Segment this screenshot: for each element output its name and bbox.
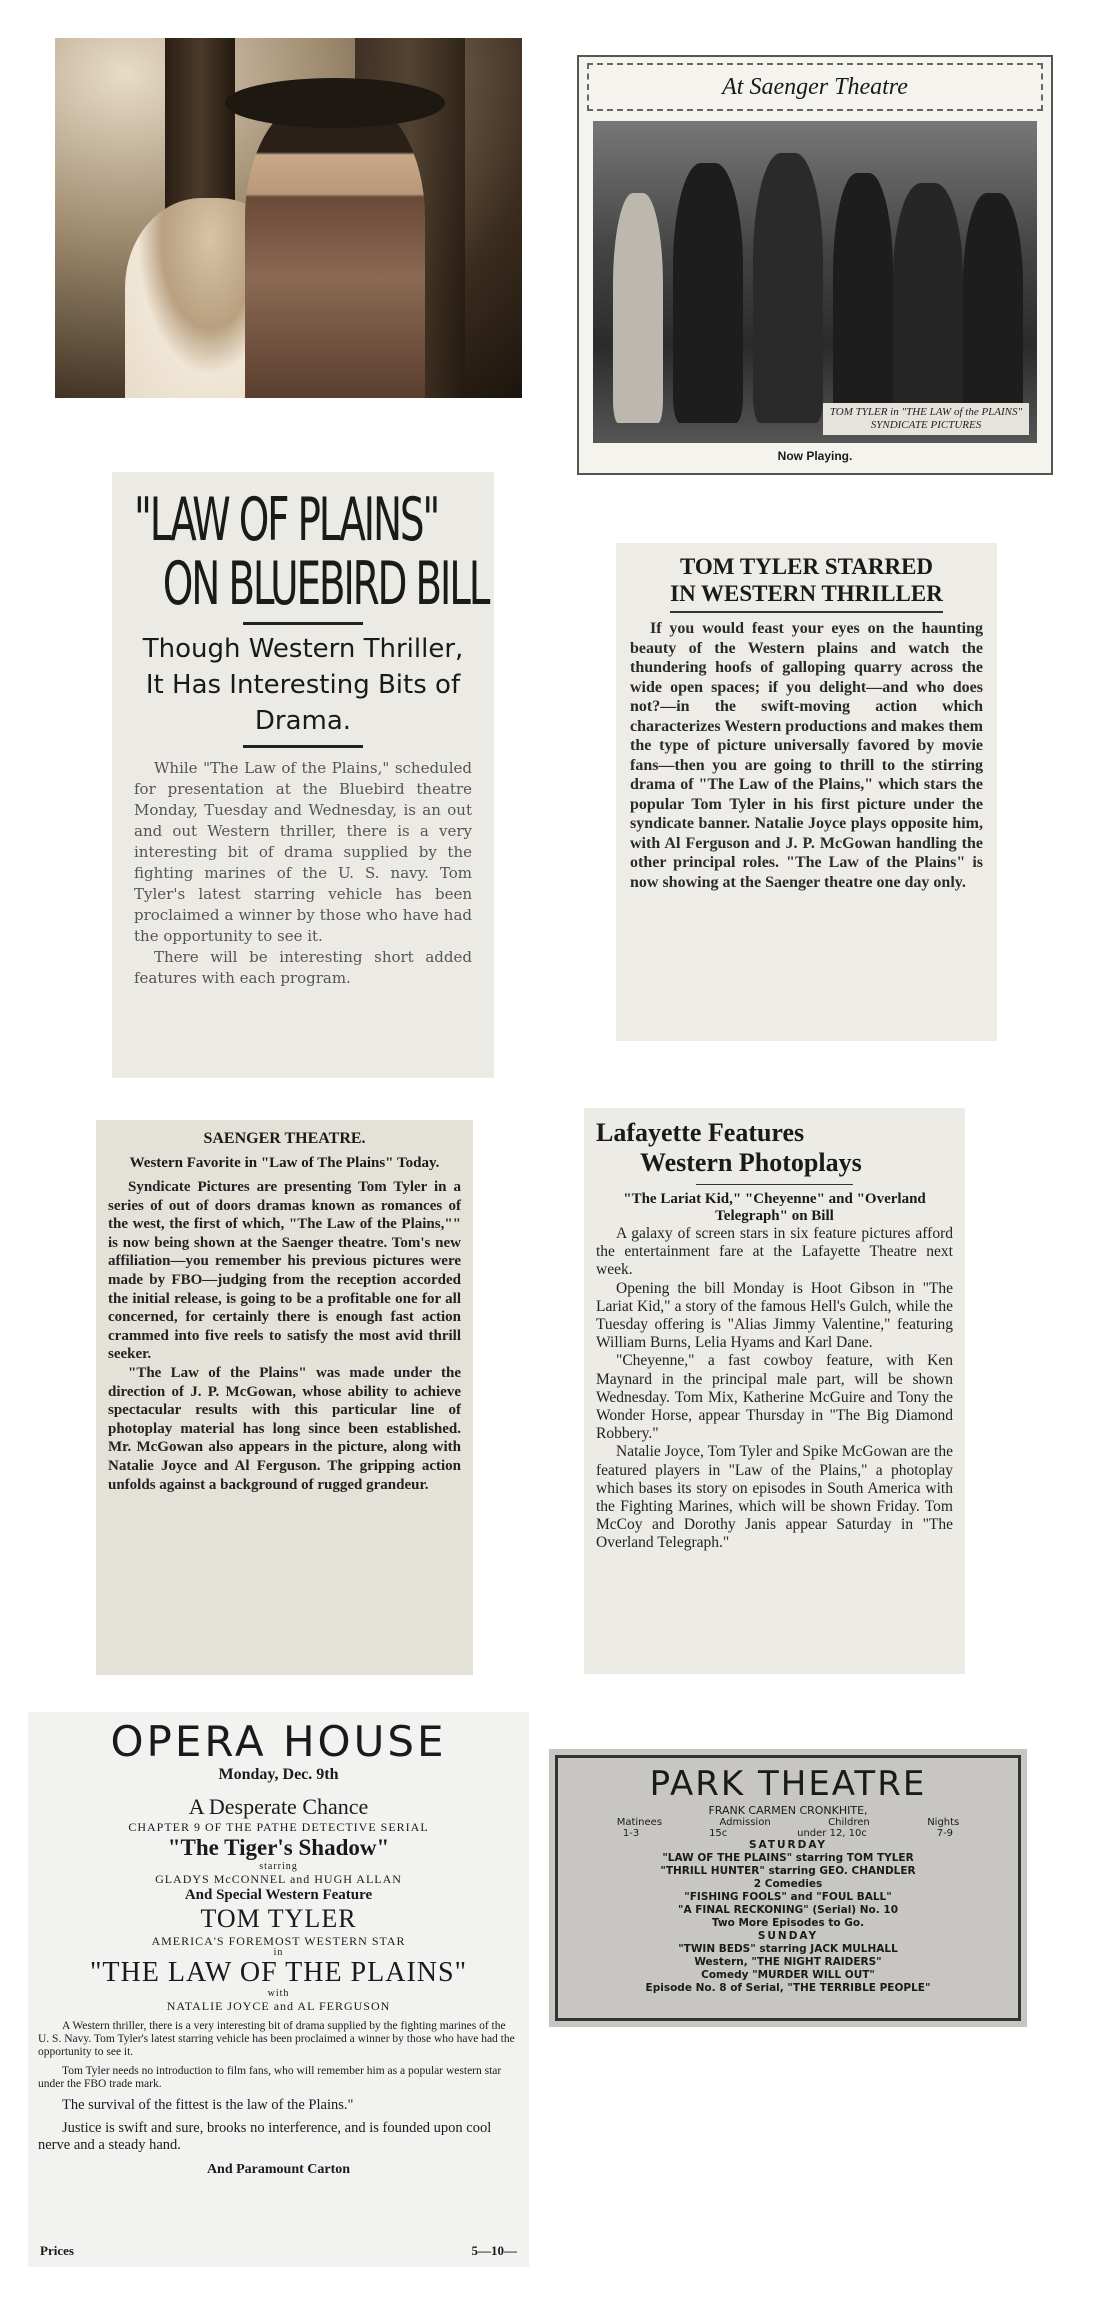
divider — [670, 611, 943, 613]
tom-tyler-starred-article — [616, 543, 997, 1041]
program-line: "THRILL HUNTER" starring GEO. CHANDLER — [660, 1865, 916, 1877]
saenger-theatre-article — [96, 1120, 473, 1675]
prices-label: Prices — [40, 2243, 74, 2258]
article-body: If you would feast your eyes on the haunting beauty of the Western plains and watch the thundering hoofs of galloping quarry across the wide open spaces; if you delight—and who does not?—in the swift-moving action which characterizes Western productions and makes them the type of picture universally favored by movie fans—then you are going to thrill to the stirring drama of "The Law of the Plains," which stars the popular Tom Tyler in his first picture under the syndicate banner. Natalie Joyce plays opposite him, with Al Ferguson and J. P. McGowan handling the other principal roles. "The Law of the Plains" is now showing at the Saenger theatre one day only. — [630, 620, 983, 891]
serial-note: CHAPTER 9 OF THE PATHE DETECTIVE SERIAL — [128, 1820, 429, 1834]
photo-credit: TOM TYLER in "THE LAW of the PLAINS" SYNDICATE PICTURES — [823, 403, 1029, 435]
starring-label: starring — [259, 1861, 298, 1872]
divider — [243, 745, 363, 748]
venue-title: PARK THEATRE — [649, 1764, 927, 1804]
article-paragraph: There will be interesting short added features with each program. — [134, 948, 472, 987]
film-still-photo — [55, 38, 522, 398]
actor-figure — [245, 98, 425, 398]
value-cell: 1-3 — [622, 1828, 640, 1839]
program-line: "TWIN BEDS" starring JACK MULHALL — [678, 1943, 898, 1955]
subheadline: Western Favorite in "Law of The Plains" Today. — [129, 1155, 440, 1171]
ad-paragraph: The survival of the fittest is the law of the Plains." — [62, 2097, 354, 2113]
ad-paragraph: Justice is swift and sure, brooks no interference, and is founded upon cool nerve and a steady hand. — [38, 2120, 492, 2153]
park-theatre-ad — [549, 1749, 1027, 2027]
serial-cast: GLADYS McCONNEL and HUGH ALLAN — [155, 1872, 402, 1886]
article-paragraph: "Cheyenne," a fast cowboy feature, with Ken Maynard in the principal male part, will be shown Wednesday. Tom Mix, Katherine McGuire and Tony the Wonder Horse, appear Thursday in "The Big Diamond Robbery." — [596, 1352, 953, 1443]
now-playing-caption: Now Playing. — [777, 449, 853, 463]
article-paragraph: Syndicate Pictures are presenting Tom Tyler in a series of out of doors dramas known as romances of the west, the first of which, "The Law of the Plains,"" is now being shown at the Saenger theatre. Tom's new affiliation—you remember his previous pictures were made by FBO—judging from the reception accorded the initial release, is going to be a profitable one for all concerned, for certainly there is enough fast action crammed into five reels to satisfy the most avid thrill seeker. — [108, 1179, 461, 1363]
value-cell: 15c — [709, 1828, 728, 1839]
headline: SAENGER THEATRE. — [203, 1130, 366, 1147]
ad-paragraph: A Western thriller, there is a very interesting bit of drama supplied by the fighting marines of the U. S. Navy. Tom Tyler's latest starring vehicle has been proclaimed a winner by those who have had the opportunity to see it. — [38, 2020, 515, 2058]
cowboy-hat — [225, 78, 445, 128]
article-body — [134, 758, 472, 989]
cartoon-label: And Paramount Carton — [206, 2162, 351, 2177]
headline-line-2: ON BLUEBIRD BILL — [162, 549, 489, 619]
bluebird-article — [112, 472, 494, 1078]
article-paragraph: While "The Law of the Plains," scheduled for presentation at the Bluebird theatre Monday, Tuesday and Wednesday, is an out and out Western thriller, there is a very interesting bit of drama supplied by the fighting marines of the U. S. navy. Tom Tyler's latest starring vehicle has been proclaimed a winner by those who have had the opportunity to see it. — [134, 759, 472, 945]
admission-headers — [558, 1817, 1018, 1828]
article-paragraph: Opening the bill Monday is Hoot Gibson in "The Lariat Kid," a story of the famous Hell's Gulch, while the Tuesday offering is "Alias Jimmy Valentine," featuring William Burns, Lelia Hyams and Karl Dane. — [596, 1279, 953, 1352]
header-cell: Admission — [719, 1817, 771, 1828]
film-cast: NATALIE JOYCE and AL FERGUSON — [166, 1999, 391, 2013]
program-line: SATURDAY — [748, 1839, 828, 1851]
feature-title: A Desperate Chance — [188, 1794, 369, 1819]
saenger-still-clipping — [577, 55, 1053, 475]
in-label: in — [273, 1947, 284, 1958]
program-line: "A FINAL RECKONING" (Serial) No. 10 — [677, 1904, 899, 1916]
divider — [243, 622, 363, 625]
headline-line-2: Western Photoplays — [640, 1148, 862, 1177]
program-line: Comedy "MURDER WILL OUT" — [701, 1969, 875, 1981]
program-line: "FISHING FOOLS" and "FOUL BALL" — [684, 1891, 892, 1903]
film-title: "THE LAW OF THE PLAINS" — [89, 1957, 468, 1988]
program-line: "LAW OF THE PLAINS" starring TOM TYLER — [662, 1852, 914, 1864]
manager-name: FRANK CARMEN CRONKHITE, — [708, 1804, 868, 1817]
subheadline: Though Western Thriller, It Has Interesting Bits of Drama. — [142, 634, 464, 736]
article-paragraph: Natalie Joyce, Tom Tyler and Spike McGowan are the featured players in "Law of the Plains," a photoplay which bases its story on episodes in South America with the Fighting Marines, which will be shown Friday. Tom McCoy and Dorothy Janis appear Saturday in "The Overland Telegraph." — [596, 1443, 953, 1552]
ad-paragraph: Tom Tyler needs no introduction to film fans, who will remember him as a popular western star under the FBO trade mark. — [38, 2065, 502, 2090]
header-cell: Children — [828, 1817, 870, 1828]
headline-line-1: Lafayette Features — [596, 1118, 805, 1147]
show-date: Monday, Dec. 9th — [218, 1766, 339, 1783]
clipping-header: At Saenger Theatre — [587, 63, 1043, 111]
prices-value: 5—10— — [471, 2243, 517, 2258]
article-paragraph: "The Law of the Plains" was made under the direction of J. P. McGowan, whose ability to achieve spectacular results with this particular line of photoplay material has long since been established. Mr. McGowan also appears in the picture, along with Natalie Joyce and Al Ferguson. The gripping action unfolds against a background of rugged grandeur. — [108, 1364, 461, 1493]
admission-values — [558, 1828, 1018, 1839]
program-line: 2 Comedies — [753, 1878, 823, 1890]
headline-line-2: IN WESTERN THRILLER — [670, 581, 943, 606]
program-line: SUNDAY — [757, 1930, 819, 1942]
headline-line-1: TOM TYLER STARRED — [679, 554, 934, 579]
header-cell: Nights — [927, 1817, 960, 1828]
header-cell: Matinees — [616, 1817, 663, 1828]
serial-title: "The Tiger's Shadow" — [167, 1835, 390, 1860]
headline-line-1: "LAW OF PLAINS" — [134, 485, 439, 555]
program-line: Episode No. 8 of Serial, "THE TERRIBLE PEOPLE" — [645, 1982, 931, 1994]
divider — [696, 1184, 853, 1185]
special-feature-label: And Special Western Feature — [184, 1887, 373, 1903]
with-label: with — [267, 1988, 290, 1999]
subheadline: "The Lariat Kid," "Cheyenne" and "Overland Telegraph" on Bill — [623, 1191, 926, 1224]
program-line: Western, "THE NIGHT RAIDERS" — [694, 1956, 882, 1968]
venue-title: OPERA HOUSE — [110, 1717, 447, 1766]
article-paragraph: A galaxy of screen stars in six feature pictures afford the entertainment fare at the Lafayette Theatre next week. — [596, 1225, 953, 1279]
value-cell: 7-9 — [936, 1828, 954, 1839]
opera-house-ad — [28, 1712, 529, 2267]
lafayette-article — [584, 1108, 965, 1674]
value-cell: under 12, 10c — [797, 1828, 867, 1839]
star-name: TOM TYLER — [200, 1904, 357, 1933]
star-tagline: AMERICA'S FOREMOST WESTERN STAR — [151, 1934, 406, 1948]
crowd-scene-image — [593, 121, 1037, 443]
program-line: Two More Episodes to Go. — [711, 1917, 865, 1929]
